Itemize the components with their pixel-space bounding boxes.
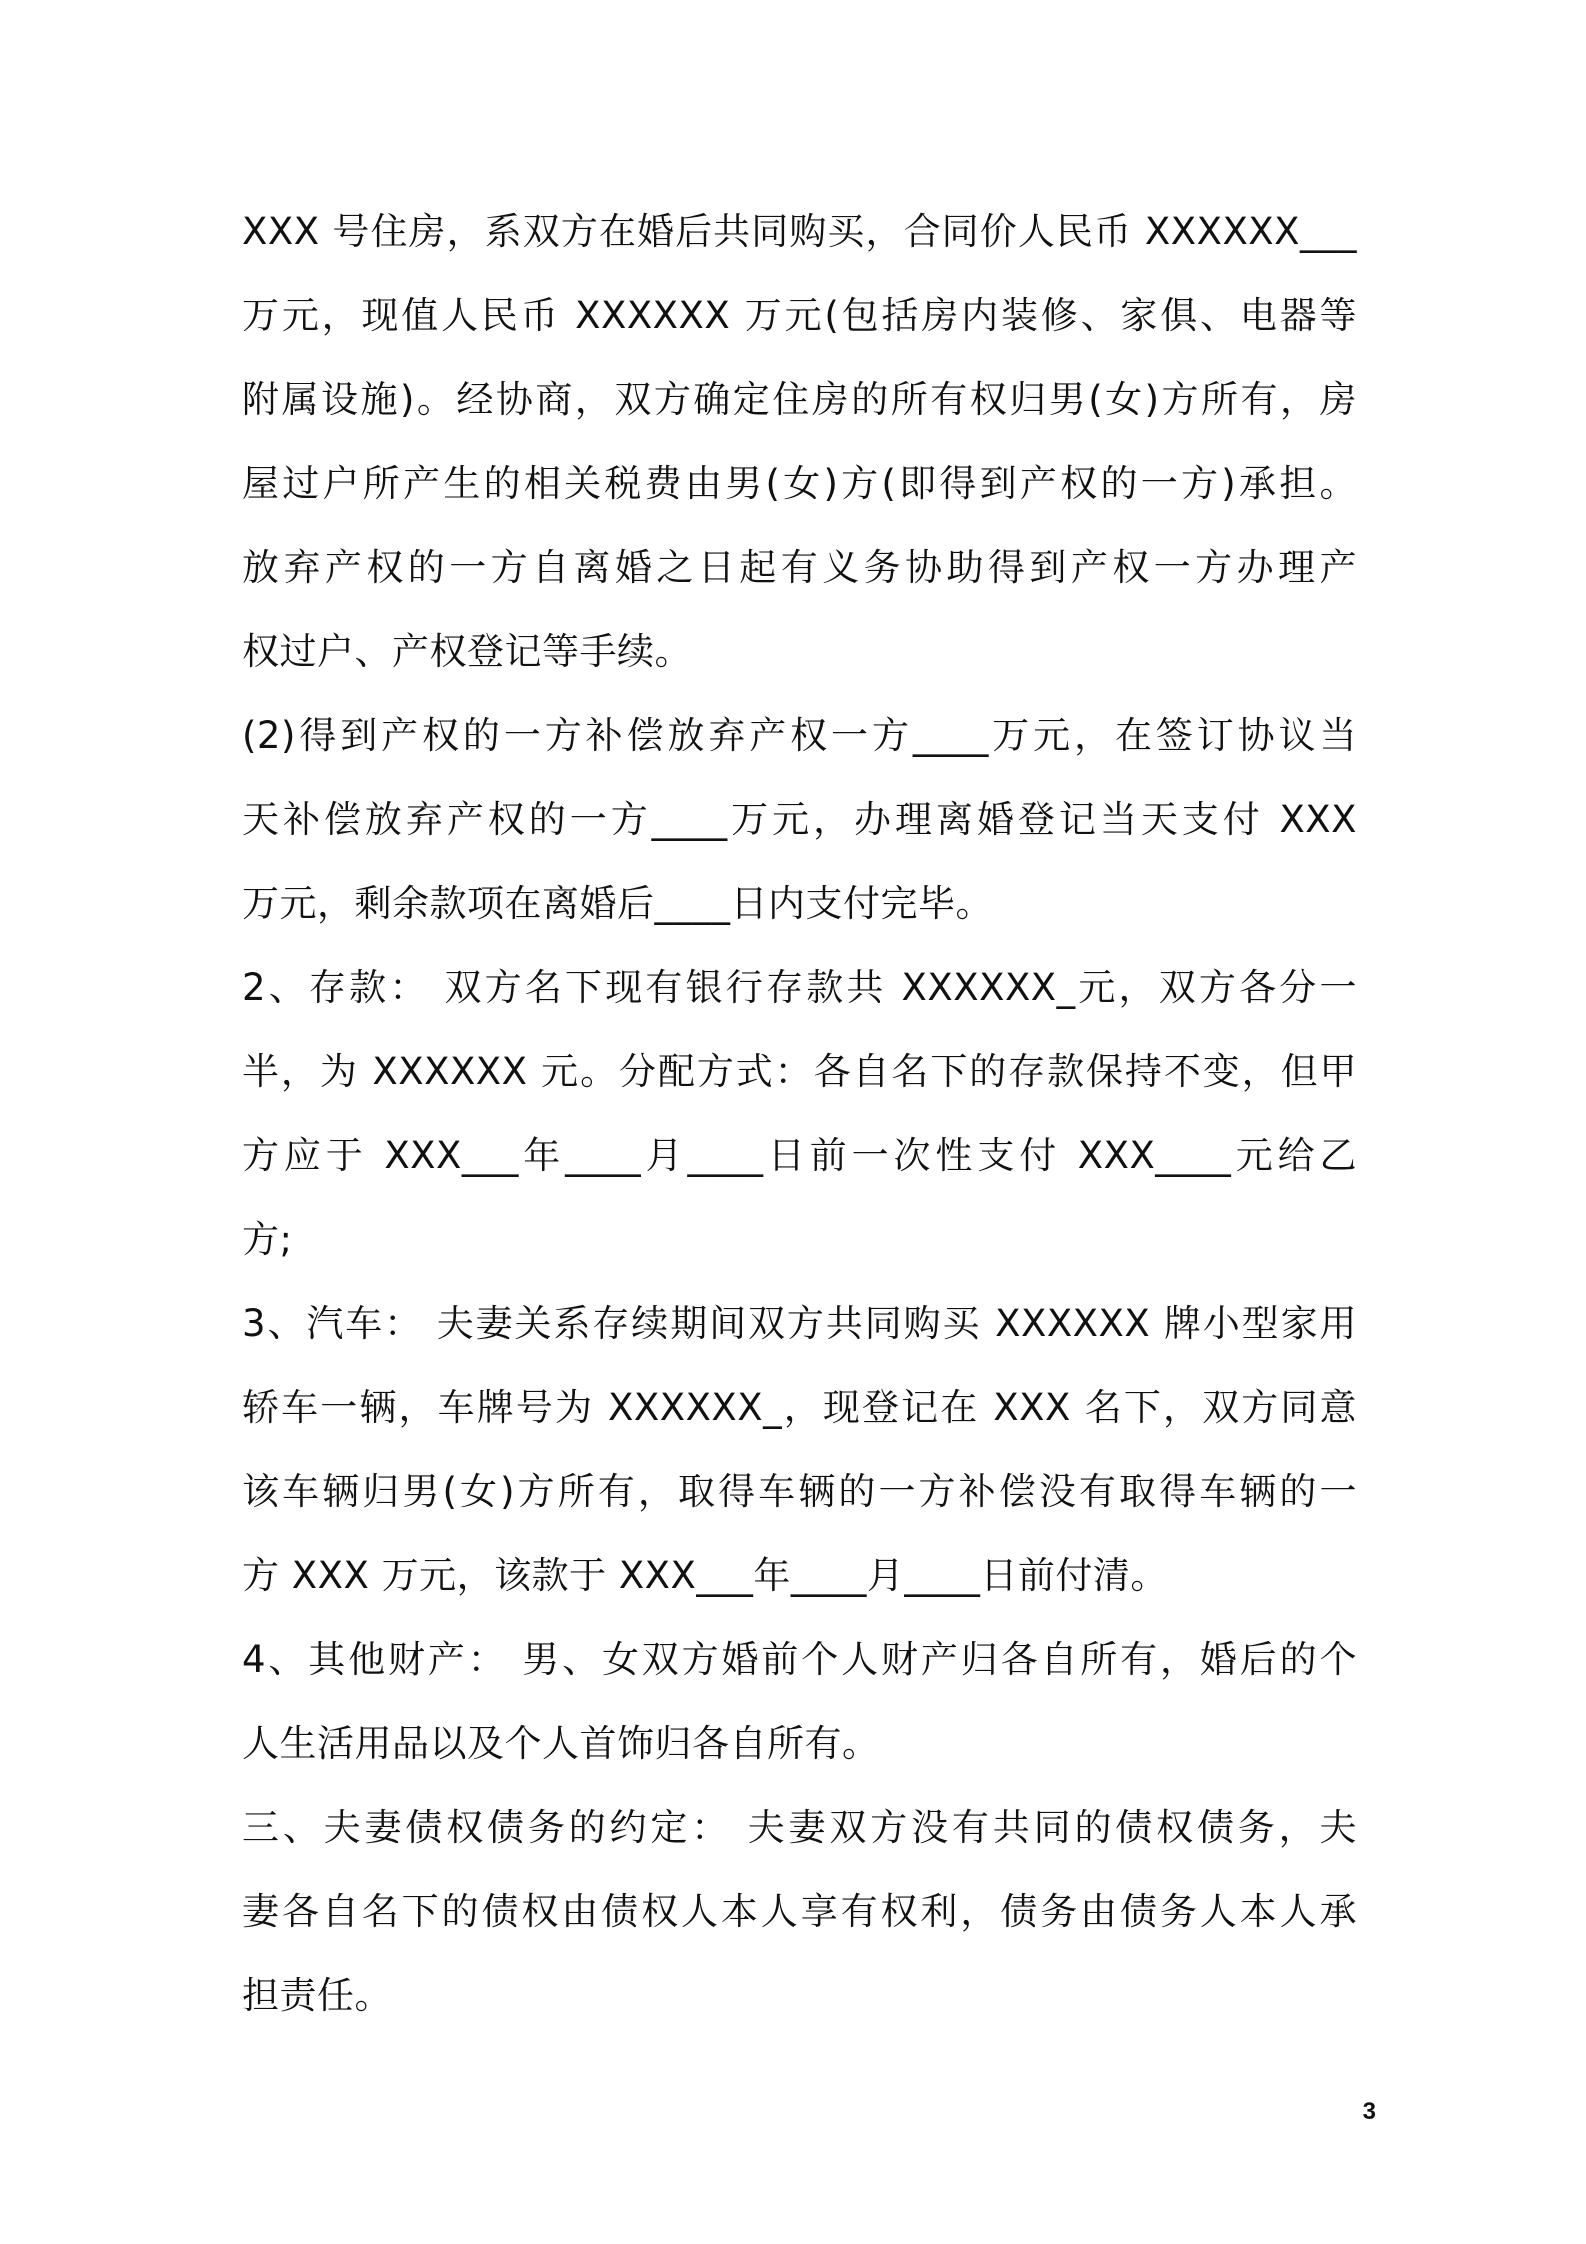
paragraph-deposits <box>242 946 1357 1282</box>
text-line: 权过户、产权登记等手续。 <box>242 630 692 673</box>
text-line: 附属设施)。经协商，双方确定住房的所有权归男(女)方所有，房 <box>242 378 1357 421</box>
text-line: 4、其他财产： 男、女双方婚前个人财产归各自所有，婚后的个 <box>242 1638 1357 1681</box>
text-line: XXX 号住房，系双方在婚后共同购买，合同价人民币 XXXXXX___ <box>242 210 1357 253</box>
text-line: 天补偿放弃产权的一方____万元，办理离婚登记当天支付 XXX <box>242 798 1357 841</box>
text-line: 妻各自名下的债权由债权人本人享有权利，债务由债务人本人承 <box>242 1890 1357 1933</box>
text-line: (2)得到产权的一方补偿放弃产权一方____万元，在签订协议当 <box>242 714 1357 757</box>
text-line: 3、汽车： 夫妻关系存续期间双方共同购买 XXXXXX 牌小型家用 <box>242 1302 1357 1345</box>
text-line: 放弃产权的一方自离婚之日起有义务协助得到产权一方办理产 <box>242 546 1357 589</box>
text-line: 担责任。 <box>242 1974 392 2017</box>
paragraph-property-compensation <box>242 694 1357 946</box>
page-number: 3 <box>1362 2098 1376 2125</box>
paragraph-other-property <box>242 1618 1357 1786</box>
text-line: 屋过户所产生的相关税费由男(女)方(即得到产权的一方)承担。 <box>242 462 1357 505</box>
paragraph-debts <box>242 1786 1357 2038</box>
paragraph-housing-ownership <box>242 190 1357 694</box>
text-line: 方 XXX 万元，该款于 XXX___年____月____日前付清。 <box>242 1554 1168 1597</box>
text-line: 该车辆归男(女)方所有，取得车辆的一方补偿没有取得车辆的一 <box>242 1470 1357 1513</box>
text-line: 2、存款： 双方名下现有银行存款共 XXXXXX_元，双方各分一 <box>242 966 1357 1009</box>
text-line: 方; <box>242 1218 293 1261</box>
text-line: 轿车一辆，车牌号为 XXXXXX_，现登记在 XXX 名下，双方同意 <box>242 1386 1357 1429</box>
text-line: 人生活用品以及个人首饰归各自所有。 <box>242 1722 880 1765</box>
text-line: 万元，现值人民币 XXXXXX 万元(包括房内装修、家俱、电器等 <box>242 294 1357 337</box>
text-line: 三、夫妻债权债务的约定： 夫妻双方没有共同的债权债务，夫 <box>242 1806 1357 1849</box>
text-line: 半，为 XXXXXX 元。分配方式：各自名下的存款保持不变，但甲 <box>242 1050 1357 1093</box>
document-body <box>242 190 1357 2038</box>
text-line: 方应于 XXX___年____月____日前一次性支付 XXX____元给乙 <box>242 1134 1357 1177</box>
text-line: 万元，剩余款项在离婚后____日内支付完毕。 <box>242 882 993 925</box>
paragraph-car <box>242 1282 1357 1618</box>
